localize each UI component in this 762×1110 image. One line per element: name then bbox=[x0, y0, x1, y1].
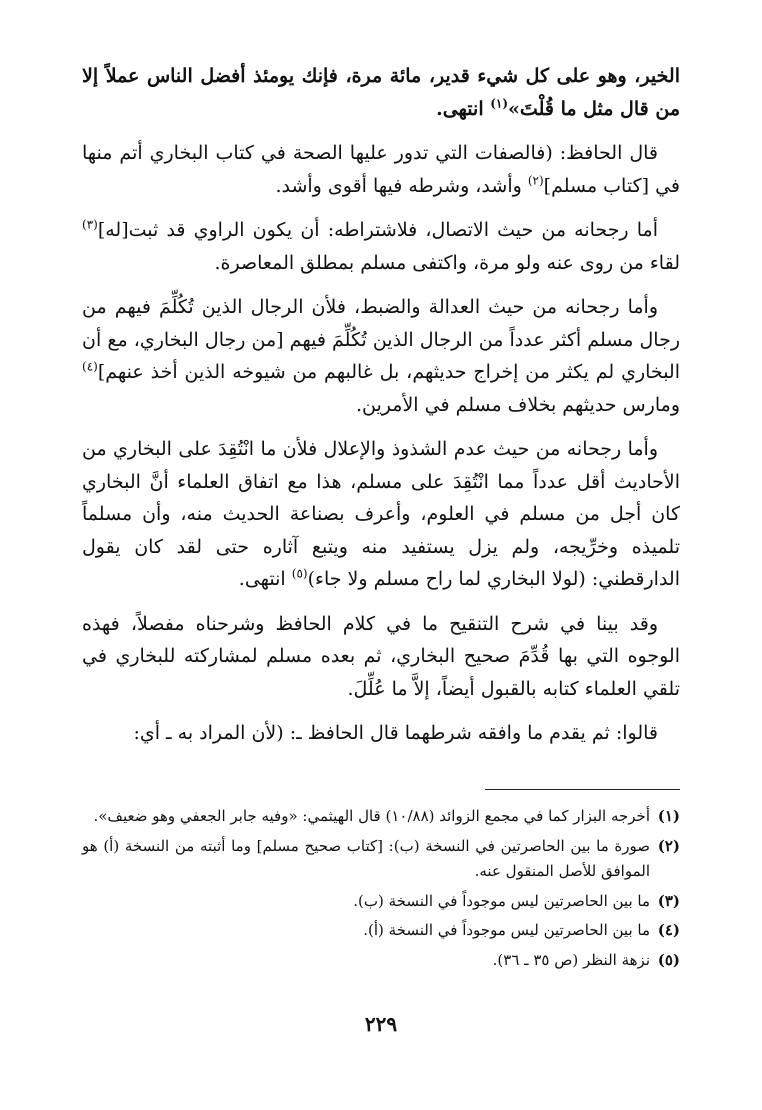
paragraph-5 bbox=[82, 433, 680, 596]
footnote-text: أخرجه البزار كما في مجمع الزوائد (١٠/٨٨) قال الهيثمي: «وفيه جابر الجعفي وهو ضعيف». bbox=[93, 807, 650, 825]
paragraph-text: انتهى. bbox=[436, 97, 491, 120]
footnote-ref: (١) bbox=[490, 96, 509, 111]
footnote-text: ما بين الحاصرتين ليس موجوداً في النسخة (ب). bbox=[353, 891, 650, 910]
footnote-number: (١) bbox=[657, 807, 680, 825]
paragraph-text: وأشد، وشرطه فيها أقوى وأشد. bbox=[275, 174, 528, 197]
paragraph-4 bbox=[82, 291, 680, 421]
footnote-text: ما بين الحاصرتين ليس موجوداً في النسخة (أ). bbox=[363, 921, 650, 939]
page-number: ٢٢٩ bbox=[364, 1012, 398, 1036]
footnote-number: (٢) bbox=[657, 836, 680, 855]
footnote-ref: (٤) bbox=[82, 359, 98, 374]
paragraph-text: ومارس حديثهم بخلاف مسلم في الأمرين. bbox=[356, 393, 680, 416]
footnote-number: (٤) bbox=[657, 921, 680, 939]
footnote-text: صورة ما بين الحاصرتين في النسخة (ب): [كتاب صحيح مسلم] وما أثبته من النسخة (أ) هو الموافق للأصل المنقول عنه. bbox=[82, 836, 650, 880]
paragraph-text: وأما رجحانه من حيث عدم الشذوذ والإعلال فلأن ما انْتُقِدَ على البخاري من الأحاديث أقل عدداً مما انْتُقِدَ على مسلم، هذا مع اتفاق العلماء أنَّ البخاري كان أجل من مسلم في العلوم، وأعرف بصناعة الحديث منه، وأن مسلماً تلميذه وخرِّيجه، ولم يزل يستفيد منه ويتبع آثاره حتى لقد كان يقول الدارقطني: (لولا البخاري لما راح مسلم ولا جاء) bbox=[82, 438, 680, 590]
footnote-ref: (٥) bbox=[291, 566, 308, 581]
footnote-number: (٥) bbox=[657, 950, 680, 969]
footnote-item bbox=[82, 948, 680, 974]
paragraph-text: قال الحافظ: (فالصفات التي تدور عليها الصحة في كتاب البخاري أتم منها في [كتاب مسلم] bbox=[82, 142, 680, 197]
main-text bbox=[82, 60, 680, 762]
paragraph-text: لقاء من روى عنه ولو مرة، واكتفى مسلم بمطلق المعاصرة. bbox=[214, 251, 680, 274]
footnote-number: (٣) bbox=[657, 891, 680, 910]
paragraph-2 bbox=[82, 137, 680, 202]
paragraph-1 bbox=[82, 60, 680, 125]
footnote-item bbox=[82, 804, 680, 830]
paragraph-text: الخير، وهو على كل شيء قدير، مائة مرة، فإنك يومئذ أفضل الناس عملاً إلا من قال مثل ما قُلْتَ» bbox=[82, 65, 680, 120]
footnote-item bbox=[82, 834, 680, 885]
footnotes bbox=[82, 804, 680, 977]
paragraph-text: وأما رجحانه من حيث العدالة والضبط، فلأن الرجال الذين تُكُلِّمَ فيهم من رجال مسلم أكثر عدداً من الرجال الذين تُكُلِّمَ فيهم [من رجال البخاري، مع أن البخاري لم يكثر من إخراج حديثهم، بل غالبهم من شيوخه الذين أخذ عنهم] bbox=[82, 296, 680, 383]
paragraph-3 bbox=[82, 214, 680, 279]
footnote-divider bbox=[485, 789, 680, 790]
paragraph-text: قالوا: ثم يقدم ما وافقه شرطهما قال الحافظ ـ: (لأن المراد به ـ أي: bbox=[133, 722, 658, 744]
footnote-ref: (٢) bbox=[527, 173, 544, 188]
paragraph-text: وقد بينا في شرح التنقيح ما في كلام الحافظ وشرحناه مفصلاً، فهذه الوجوه التي بها قُدِّمَ صحيح البخاري، ثم بعده مسلم لمشاركته للبخاري في تلقي العلماء كتابه بالقبول أيضاً، إلاَّ ما عُلِّلَ. bbox=[82, 612, 680, 700]
footnote-item bbox=[82, 918, 680, 944]
footnote-item bbox=[82, 889, 680, 915]
paragraph-text: انتهى. bbox=[238, 568, 292, 590]
paragraph-6 bbox=[82, 608, 680, 706]
footnote-ref: (٣) bbox=[82, 217, 98, 232]
footnote-text: نزهة النظر (ص ٣٥ ـ ٣٦). bbox=[492, 950, 650, 969]
paragraph-7 bbox=[82, 717, 680, 750]
paragraph-text: أما رجحانه من حيث الاتصال، فلاشتراطه: أن يكون الراوي قد ثبت[له] bbox=[97, 219, 658, 241]
